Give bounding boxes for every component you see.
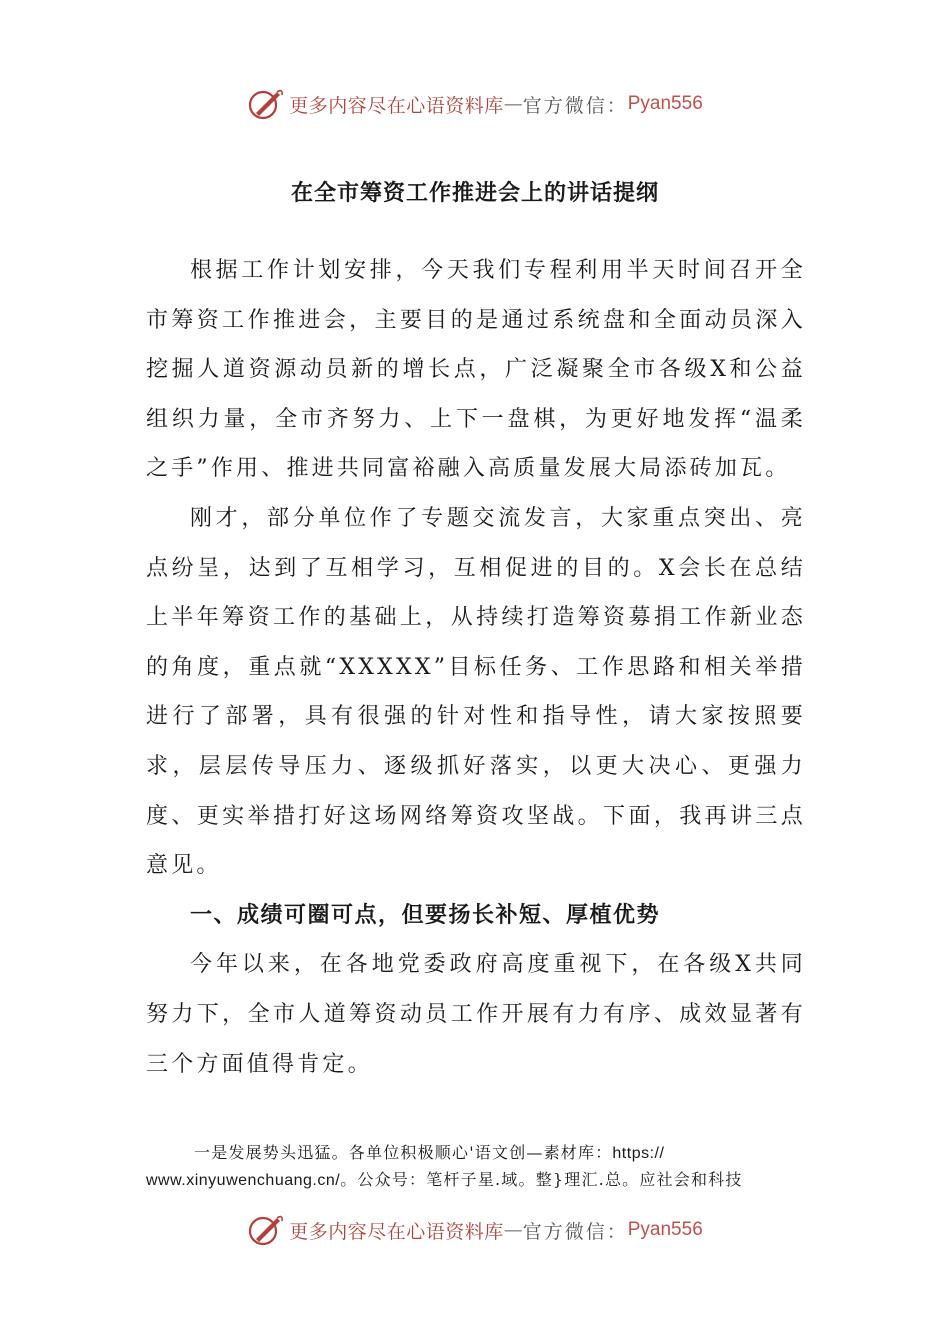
quill-logo-icon — [247, 86, 285, 122]
watermark-wechat-id: Pyan556 — [627, 1219, 703, 1240]
footnote-tail: 。公众号：笔杆子星.域。整}理汇.总。应社会和科技 — [340, 1170, 743, 1189]
footnote-url-part-1: https:// — [612, 1145, 665, 1162]
footnote-url-part-2: www.xinyuwenchuang.cn/ — [146, 1172, 341, 1189]
watermark-brand: 更多内容尽在心语资料库 — [289, 1220, 504, 1243]
watermark-banner-bottom — [0, 1210, 950, 1250]
document-title: 在全市筹资工作推进会上的讲话提纲 — [290, 181, 659, 206]
quill-logo-icon — [247, 1212, 285, 1248]
watermark-wechat-id: Pyan556 — [627, 93, 703, 114]
paragraph-3: 今年以来，在各地党委政府高度重视下，在各级X共同努力下，全市人道筹资动员工作开展有力有序、成效显著有三个方面值得肯定。 — [146, 952, 806, 1077]
watermark-wechat-label: 官方微信： — [522, 1220, 628, 1243]
watermark-wechat-label: 官方微信： — [522, 94, 628, 117]
watermark-brand: 更多内容尽在心语资料库 — [289, 94, 504, 117]
footnote-text — [146, 1140, 808, 1194]
watermark-dash: — — [503, 93, 523, 115]
watermark-dash: — — [503, 1219, 523, 1241]
section-heading-1: 一、成绩可圈可点，但要扬长补短、厚植优势 — [190, 902, 661, 928]
paragraph-1: 根据工作计划安排，今天我们专程利用半天时间召开全市筹资工作推进会，主要目的是通过系统盘和全面动员深入挖掘人道资源动员新的增长点，广泛凝聚全市各级X和公益组织力量，全市齐努力、上下一盘棋，为更好地发挥“温柔之手”作用、推进共同富裕融入高质量发展大局添砖加瓦。 — [146, 258, 806, 482]
paragraph-2: 刚才，部分单位作了专题交流发言，大家重点突出、亮点纷呈，达到了互相学习，互相促进的目的。X会长在总结上半年筹资工作的基础上，从持续打造筹资募捐工作新业态的角度，重点就“XXXXX”目标任务、工作思路和相关举措进行了部署，具有很强的针对性和指导性，请大家按照要求，层层传导压力、逐级抓好落实，以更大决心、更强力度、更实举措打好这场网络筹资攻坚战。下面，我再讲三点意见。 — [146, 505, 806, 879]
watermark-banner-top — [0, 84, 950, 124]
document-body — [146, 246, 806, 1089]
footnote-lead: 一是发展势头迅猛。各单位积极顺心'语文创—素材库： — [194, 1143, 613, 1162]
